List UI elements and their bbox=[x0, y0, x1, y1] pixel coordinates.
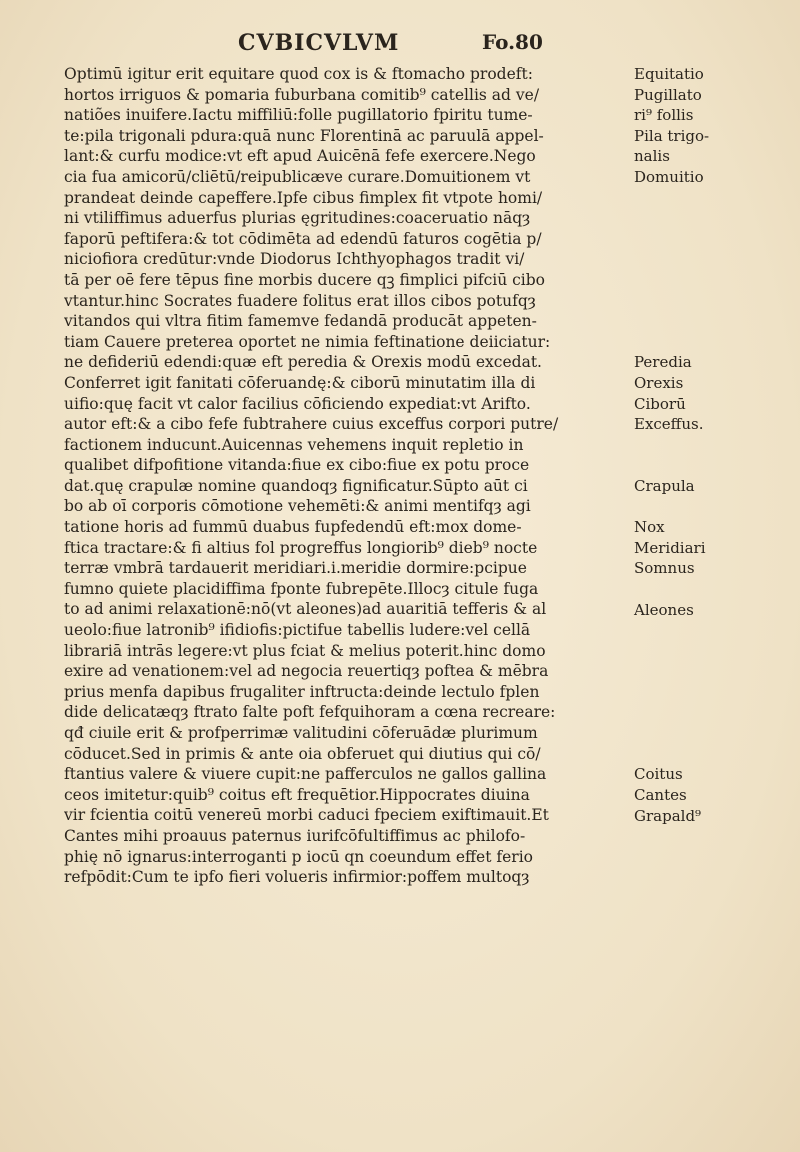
text-line: librariā intrās legere:vt plus fciat & melius poterit.hinc domo bbox=[64, 641, 546, 660]
page-header bbox=[0, 30, 800, 64]
margin-note: Pugillato bbox=[634, 85, 702, 104]
margin-note: Ciborū bbox=[634, 394, 686, 413]
text-line: tatione horis ad fummū duabus fupfedendū eft:mox dome- bbox=[64, 518, 522, 537]
text-line: factionem inducunt.Auicennas vehemens inquit repletio in bbox=[64, 435, 524, 454]
text-line: ftica tractare:& fi altius fol progreffus longiorib⁹ dieb⁹ nocte bbox=[64, 538, 538, 557]
text-line: Cantes mihi proauus paternus iurifcōfultiffimus ac philofo- bbox=[64, 826, 526, 845]
text-line: ueolo:fiue latronib⁹ ifidiofis:pictifue tabellis ludere:vel cellā bbox=[64, 621, 531, 640]
text-line: ceos imitetur:quib⁹ coitus eft frequētior.Hippocrates diuina bbox=[64, 785, 530, 804]
running-title: CVBICVLVM bbox=[238, 30, 400, 56]
text-line: exire ad venationem:vel ad negocia reuertiqȝ poftea & mēbra bbox=[64, 662, 549, 681]
text-line: Conferret igit fanitati cōferuandę:& ciborū minutatim illa di bbox=[64, 373, 536, 392]
text-line: bo ab oī corporis cōmotione vehemēti:& animi mentifqȝ agi bbox=[64, 497, 531, 516]
text-line: terræ vmbrā tardauerit meridiari.i.meridie dormire:pcipue bbox=[64, 559, 527, 578]
margin-note: Aleones bbox=[634, 600, 694, 619]
text-line: lant:& curfu modice:vt eft apud Auicēnā fefe exercere.Nego bbox=[64, 147, 536, 166]
text-line: cia fua amicorū/cliētū/reipublicæve curare.Domuitionem vt bbox=[64, 167, 531, 186]
folio-number: Fo.80 bbox=[482, 30, 543, 54]
margin-note: Orexis bbox=[634, 374, 684, 392]
text-line: uifio:quę facit vt calor facilius cōficiendo expediat:vt Arifto. bbox=[64, 394, 531, 413]
text-line: Optimū igitur erit equitare quod cox is & ftomacho prodeft: bbox=[64, 65, 533, 83]
margin-note: nalis bbox=[634, 147, 670, 166]
margin-note: Meridiari bbox=[634, 538, 706, 557]
text-line: autor eft:& a cibo fefe fubtrahere cuius exceffus corpori putre/ bbox=[64, 415, 559, 434]
text-line: vitandos qui vltra fitim famemve fedandā producāt appeten- bbox=[64, 312, 537, 331]
margin-note: Exceffus. bbox=[634, 415, 704, 434]
text-line: niciofiora credūtur:vnde Diodorus Ichthyophagos tradit vi/ bbox=[64, 250, 525, 269]
margin-note: Coitus bbox=[634, 765, 683, 784]
margin-note: Equitatio bbox=[634, 65, 704, 83]
margin-note: Nox bbox=[634, 518, 665, 537]
margin-note: Somnus bbox=[634, 559, 695, 578]
margin-note: ri⁹ follis bbox=[634, 106, 694, 125]
margin-note: Grapald⁹ bbox=[634, 806, 702, 825]
text-line: tiam Cauere preterea oportet ne nimia feftinatione deiiciatur: bbox=[64, 332, 551, 351]
margin-note: Cantes bbox=[634, 786, 687, 804]
text-line: natiões inuifere.Iactu miffiliū:folle pugillatorio fpiritu tume- bbox=[64, 106, 533, 125]
text-line: cōducet.Sed in primis & ante oia obferuet qui diutius qui cō/ bbox=[64, 744, 541, 763]
text-line: ni vtiliffimus aduerfus plurias ęgritudines:coaceruatio nāqȝ bbox=[64, 209, 531, 228]
text-line: dide delicatæqȝ ftrato falte poft fefquihoram a cœna recreare: bbox=[64, 703, 556, 722]
text-line: prius menfa dapibus frugaliter inftructa:deinde lectulo fplen bbox=[64, 682, 540, 701]
margin-note: Domuitio bbox=[634, 168, 704, 186]
text-line: te:pila trigonali pdura:quā nunc Florentinā ac paruulā appel- bbox=[64, 126, 544, 145]
text-line: ne defideriū edendi:quæ eft peredia & Orexis modū excedat. bbox=[64, 353, 542, 372]
margin-note: Crapula bbox=[634, 477, 695, 495]
text-line: tā per oē fere tēpus fine morbis ducere qꝫ fimplici pifciū cibo bbox=[64, 270, 546, 289]
text-line: prandeat deinde capeffere.Ipfe cibus fimplex fit vtpote homi/ bbox=[64, 188, 543, 207]
margin-note: Peredia bbox=[634, 353, 692, 372]
text-line: qđ ciuile erit & profperrimæ valitudini cōferuādæ plurimum bbox=[64, 724, 538, 742]
text-line: dat.quę crapulæ nomine quandoqȝ fignificatur.Sūpto aūt ci bbox=[64, 476, 528, 495]
text-line: faporū peftifera:& tot cōdimēta ad edendū faturos cogētia p/ bbox=[64, 229, 542, 248]
text-line: fumno quiete placidiffima fponte fubrepēte.Illocȝ citule fuga bbox=[64, 579, 539, 598]
text-line: vtantur.hinc Socrates fuadere folitus erat illos cibos potufqȝ bbox=[64, 291, 536, 310]
text-line: vir fcientia coitū venereū morbi caduci fpeciem exiftimauit.Et bbox=[64, 806, 549, 825]
text-line: hortos irriguos & pomaria fuburbana comitib⁹ catellis ad ve/ bbox=[64, 85, 540, 104]
text-line: refpōdit:Cum te ipfo fieri volueris infirmior:poffem multoqȝ bbox=[64, 868, 530, 887]
text-line: qualibet difpofitione vitanda:fiue ex cibo:fiue ex potu proce bbox=[64, 456, 530, 475]
margin-note: Pila trigo- bbox=[634, 126, 710, 145]
text-line: to ad animi relaxationē:nō(vt aleones)ad auaritiā tefferis & al bbox=[64, 600, 547, 619]
text-line: phię nō ignarus:interroganti p iocū qn coeundum effet ferio bbox=[64, 847, 533, 866]
text-line: ftantius valere & viuere cupit:ne pafferculos ne gallos gallina bbox=[64, 765, 547, 784]
main-text-block bbox=[64, 64, 630, 888]
